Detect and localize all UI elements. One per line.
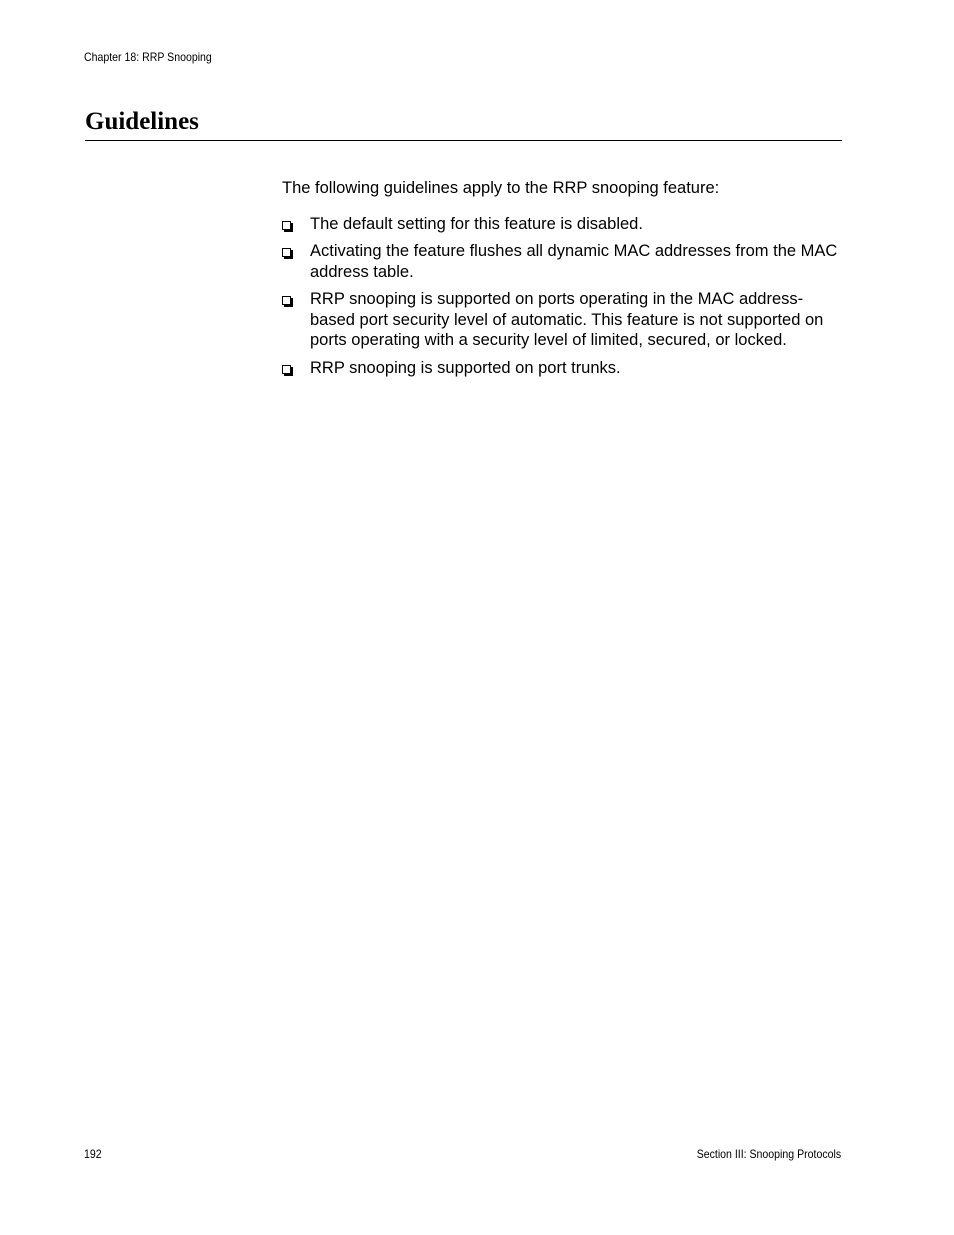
square-bullet-icon bbox=[282, 248, 291, 257]
list-item-text: RRP snooping is supported on port trunks. bbox=[310, 358, 621, 377]
guidelines-list bbox=[282, 214, 842, 379]
square-bullet-icon bbox=[282, 365, 291, 374]
title-divider bbox=[85, 140, 842, 141]
section-title: Guidelines bbox=[85, 108, 199, 135]
page-number: 192 bbox=[84, 1147, 102, 1161]
running-header: Chapter 18: RRP Snooping bbox=[84, 50, 212, 64]
list-item-text: Activating the feature flushes all dynamic MAC addresses from the MAC address table. bbox=[310, 242, 838, 281]
footer-section: Section III: Snooping Protocols bbox=[696, 1147, 841, 1161]
body-content bbox=[282, 178, 842, 385]
list-item bbox=[282, 241, 842, 282]
list-item-text: RRP snooping is supported on ports operating in the MAC address-based port security level of automatic. This feature is not supported on ports operating with a security level of limited, secured, or locked. bbox=[310, 290, 824, 349]
list-item bbox=[282, 289, 842, 351]
list-item bbox=[282, 358, 842, 379]
square-bullet-icon bbox=[282, 221, 291, 230]
square-bullet-icon bbox=[282, 296, 291, 305]
list-item bbox=[282, 214, 842, 235]
list-item-text: The default setting for this feature is disabled. bbox=[310, 214, 643, 233]
intro-paragraph: The following guidelines apply to the RRP snooping feature: bbox=[282, 179, 720, 197]
